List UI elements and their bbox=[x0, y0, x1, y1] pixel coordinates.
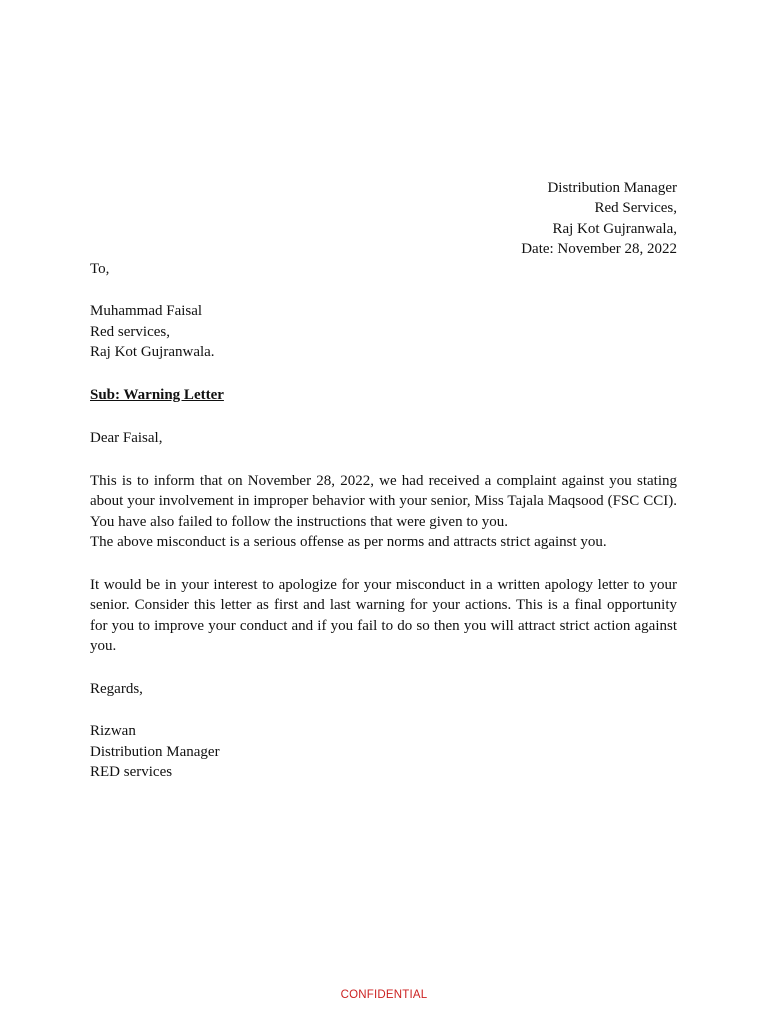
sender-city: Raj Kot Gujranwala, bbox=[552, 220, 677, 237]
signatory-title: Distribution Manager bbox=[90, 743, 220, 760]
recipient-city: Raj Kot Gujranwala. bbox=[90, 344, 215, 360]
recipient-company: Red services, bbox=[90, 323, 170, 340]
salutation-to: To, bbox=[90, 261, 110, 277]
sender-company: Red Services, bbox=[594, 200, 677, 217]
sender-address-block bbox=[521, 178, 677, 259]
body-paragraph-2: It would be in your interest to apologize for your misconduct in a written apology letter to your senior. Consider this letter as first and last warning for your actions. This is a final opportunity for you to improve your conduct and if you fail to do so then you will attract strict action against you. bbox=[90, 577, 677, 654]
paragraph-1-line-2: The above misconduct is a serious offense as per norms and attracts strict against you. bbox=[90, 533, 607, 550]
paragraph-1-line-1: This is to inform that on November 28, 2022, we had received a complaint against you stating about your involvement in improper behavior with your senior, Miss Tajala Maqsood (FSC CCI). You have also failed to follow the instructions that were given to you. bbox=[90, 473, 677, 530]
recipient-address-block bbox=[90, 301, 215, 363]
subject-line: Sub: Warning Letter bbox=[90, 387, 224, 403]
greeting: Dear Faisal, bbox=[90, 430, 163, 446]
signatory-company: RED services bbox=[90, 764, 173, 780]
recipient-name: Muhammad Faisal bbox=[90, 303, 203, 319]
body-paragraph-1 bbox=[90, 471, 677, 552]
signature-block bbox=[90, 721, 220, 783]
signatory-name: Rizwan bbox=[90, 723, 136, 739]
confidential-footer: CONFIDENTIAL bbox=[340, 989, 428, 1001]
sender-title: Distribution Manager bbox=[547, 180, 677, 196]
closing: Regards, bbox=[90, 681, 143, 697]
letter-date: Date: November 28, 2022 bbox=[521, 240, 677, 257]
